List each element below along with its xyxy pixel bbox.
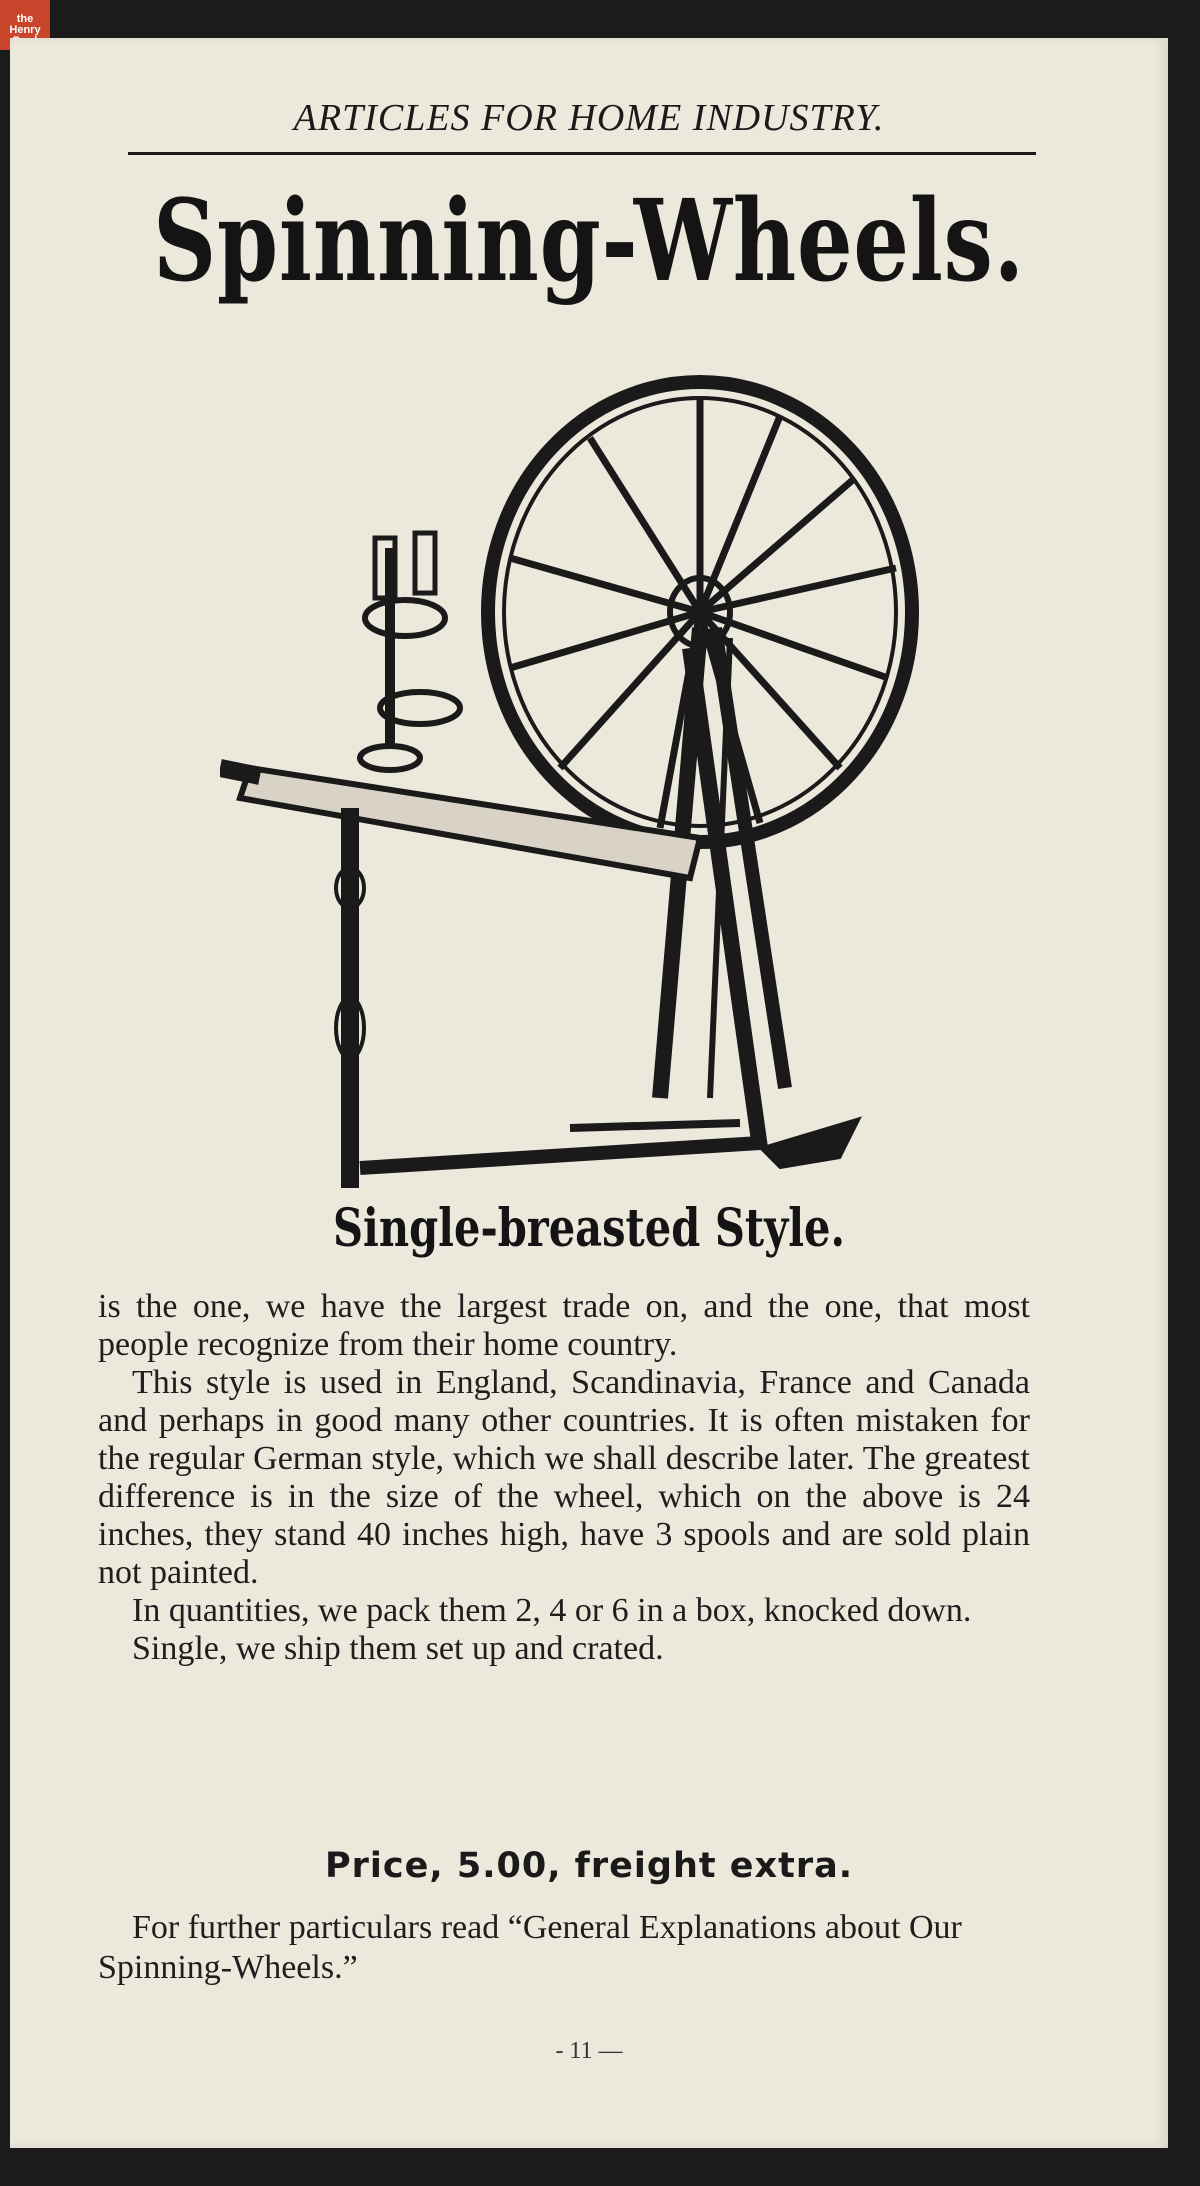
- page-header: ARTICLES FOR HOME INDUSTRY.: [293, 97, 885, 139]
- style-subtitle: Single-breasted Style.: [333, 1198, 845, 1259]
- further-particulars: For further particulars read “General Explanations about Our Spinning-Wheels.”: [98, 1909, 962, 1986]
- page-title: Spinning-Wheels.: [153, 176, 1025, 307]
- paragraph: In quantities, we pack them 2, 4 or 6 in a box, knocked down.: [132, 1592, 972, 1629]
- paragraph: This style is used in England, Scandinavia, France and Canada and perhaps in good many other countries. It is often mistaken for the regular German style, which we shall describe later. The greatest difference is in the size of the wheel, which on the above is 24 inches, they stand 40 inches high, have 3 spools and are sold plain not painted.: [98, 1364, 1030, 1591]
- spinning-wheel-illustration: [220, 328, 920, 1208]
- henry-ford-logo: the Henry: [0, 0, 50, 50]
- paragraph: is the one, we have the largest trade on, and the one, that most people recognize from their home country.: [98, 1288, 1030, 1363]
- description-text: [98, 1288, 1030, 1668]
- price-line: Price, 5.00, freight extra.: [324, 1846, 854, 1886]
- paragraph: Single, we ship them set up and crated.: [132, 1630, 664, 1667]
- header-rule: [128, 152, 1036, 155]
- page-number: - 11 —: [555, 2038, 623, 2064]
- catalog-page: [10, 38, 1168, 2148]
